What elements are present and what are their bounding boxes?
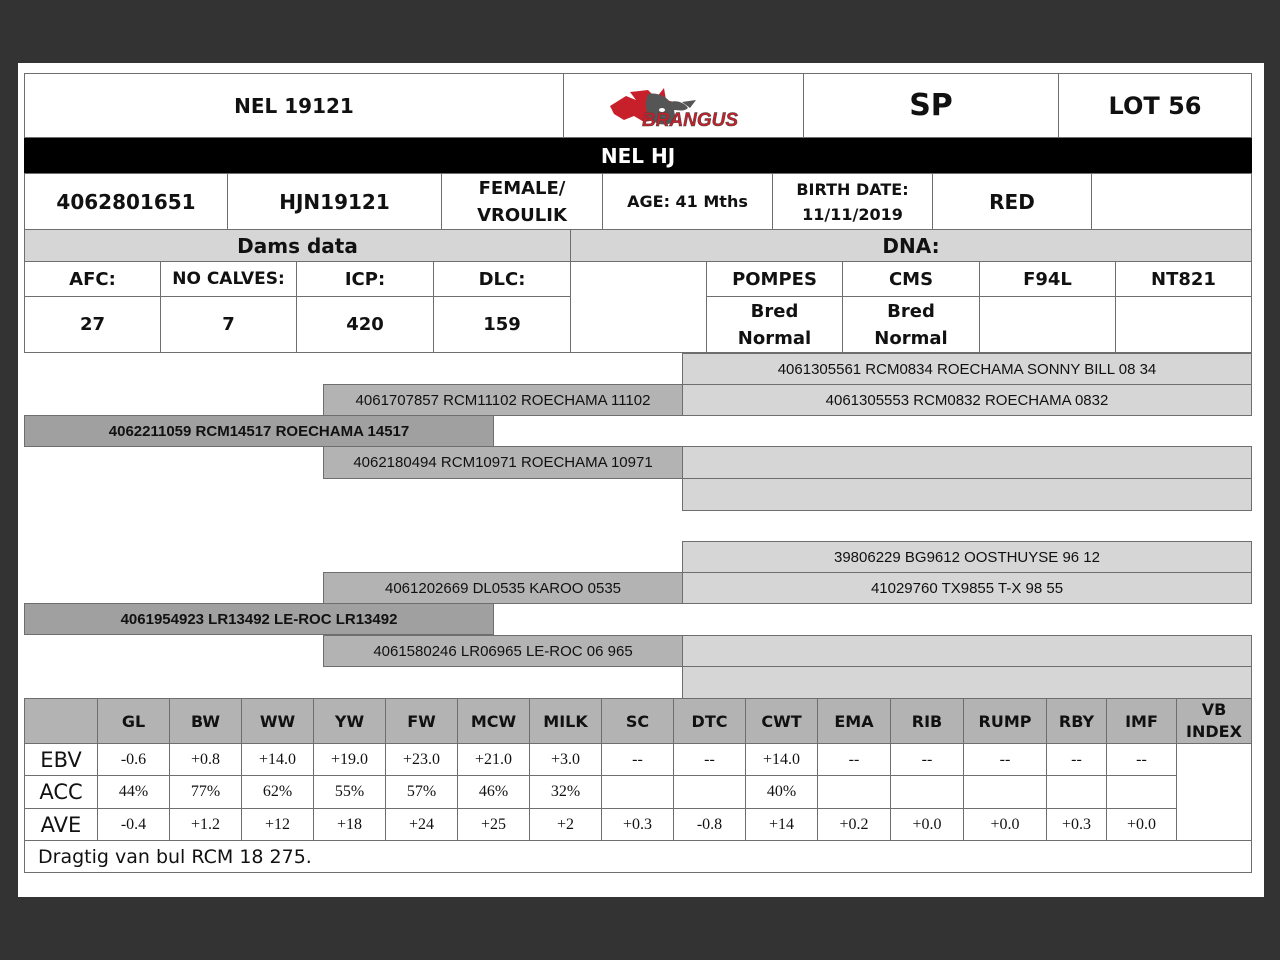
ave-cell: +1.2 (169, 808, 242, 841)
vb-index-value (1176, 743, 1252, 841)
info-extra (1091, 173, 1252, 230)
sex-line-1: FEMALE/ (478, 177, 566, 199)
ebv-col-mcw: MCW (457, 698, 530, 744)
dna-label-pompes: POMPES (706, 261, 843, 297)
ebv-col-bw: BW (169, 698, 242, 744)
dna-value-pompes-l1: Bred (750, 300, 799, 322)
pedigree-sire-dam: 4062180494 RCM10971 ROECHAMA 10971 (323, 446, 683, 479)
ebv-cell: -- (1046, 743, 1107, 776)
acc-cell (963, 775, 1047, 809)
breeding-note: Dragtig van bul RCM 18 275. (24, 840, 1252, 873)
ave-cell: -0.4 (97, 808, 170, 841)
status-code: SP (803, 73, 1059, 138)
pedigree-dds (682, 635, 1252, 667)
ebv-col-dtc: DTC (673, 698, 746, 744)
ebv-col-cwt: CWT (745, 698, 818, 744)
pedigree-ddd (682, 666, 1252, 699)
ebv-cell: -- (817, 743, 891, 776)
dna-value-f94l (979, 296, 1116, 353)
dams-value-no-calves: 7 (160, 296, 297, 353)
dna-value-cms (842, 296, 980, 353)
dna-value-pompes-l2: Normal (737, 327, 812, 349)
ebv-col-milk: MILK (529, 698, 602, 744)
ebv-row-label-acc: ACC (24, 775, 98, 809)
ebv-cell: -- (963, 743, 1047, 776)
dams-value-afc: 27 (24, 296, 161, 353)
ave-cell: -0.8 (673, 808, 746, 841)
ebv-cell: +23.0 (385, 743, 458, 776)
acc-cell (673, 775, 746, 809)
ebv-col-fw: FW (385, 698, 458, 744)
ave-cell: +0.3 (601, 808, 674, 841)
ebv-col-yw: YW (313, 698, 386, 744)
acc-cell (1046, 775, 1107, 809)
ebv-col-ema: EMA (817, 698, 891, 744)
pedigree-ssd: 4061305553 RCM0832 ROECHAMA 0832 (682, 384, 1252, 416)
pedigree-sds (682, 446, 1252, 479)
birth-date-label: BIRTH DATE: (796, 179, 909, 199)
dna-value-pompes (706, 296, 843, 353)
pedigree-dss: 39806229 BG9612 OOSTHUYSE 96 12 (682, 541, 1252, 573)
acc-cell: 57% (385, 775, 458, 809)
acc-cell (601, 775, 674, 809)
ebv-cell: -- (1106, 743, 1177, 776)
ave-cell: +0.3 (1046, 808, 1107, 841)
acc-cell: 55% (313, 775, 386, 809)
acc-cell: 77% (169, 775, 242, 809)
ebv-row-label-ebv: EBV (24, 743, 98, 776)
ave-cell: +24 (385, 808, 458, 841)
dna-value-nt821 (1115, 296, 1252, 353)
ave-cell: +25 (457, 808, 530, 841)
registration-number: 4062801651 (24, 173, 228, 230)
dams-label-dlc: DLC: (433, 261, 571, 297)
ebv-col-ww: WW (241, 698, 314, 744)
ave-cell: +18 (313, 808, 386, 841)
svg-text:BRANGUS: BRANGUS (641, 109, 738, 131)
dna-blank (570, 261, 707, 353)
colour: RED (932, 173, 1092, 230)
dna-label-nt821: NT821 (1115, 261, 1252, 297)
dna-heading: DNA: (570, 229, 1252, 262)
dna-label-cms: CMS (842, 261, 980, 297)
ebv-col-vb-index (1176, 698, 1252, 744)
ebv-cell: +14.0 (745, 743, 818, 776)
bull-head-icon (604, 80, 764, 132)
acc-cell: 44% (97, 775, 170, 809)
dams-label-icp: ICP: (296, 261, 434, 297)
acc-cell (817, 775, 891, 809)
lot-sheet (18, 63, 1264, 897)
sex (441, 173, 603, 230)
dna-label-f94l: F94L (979, 261, 1116, 297)
dams-value-dlc: 159 (433, 296, 571, 353)
ebv-col-rump: RUMP (963, 698, 1047, 744)
ebv-col-rby: RBY (1046, 698, 1107, 744)
dams-label-no-calves: NO CALVES: (160, 261, 297, 297)
pedigree-dam-sire: 4061202669 DL0535 KAROO 0535 (323, 572, 683, 604)
ebv-cell: +0.8 (169, 743, 242, 776)
pedigree-sire-sire: 4061707857 RCM11102 ROECHAMA 11102 (323, 384, 683, 416)
acc-cell (1106, 775, 1177, 809)
ebv-cell: -- (890, 743, 964, 776)
ebv-cell: +14.0 (241, 743, 314, 776)
pedigree-dam: 4061954923 LR13492 LE-ROC LR13492 (24, 603, 494, 635)
ave-cell: +0.0 (963, 808, 1047, 841)
dams-label-afc: AFC: (24, 261, 161, 297)
brangus-logo (563, 73, 804, 138)
dams-value-icp: 420 (296, 296, 434, 353)
age: AGE: 41 Mths (602, 173, 773, 230)
acc-cell: 40% (745, 775, 818, 809)
animal-name: NEL HJ (24, 138, 1252, 173)
pedigree-sire: 4062211059 RCM14517 ROECHAMA 14517 (24, 415, 494, 447)
birth-date (772, 173, 933, 230)
ave-cell: +14 (745, 808, 818, 841)
animal-id: NEL 19121 (24, 73, 564, 138)
pedigree-dsd: 41029760 TX9855 T-X 98 55 (682, 572, 1252, 604)
ave-cell: +2 (529, 808, 602, 841)
birth-date-value: 11/11/2019 (802, 204, 903, 224)
ebv-corner (24, 698, 98, 744)
ebv-cell: -0.6 (97, 743, 170, 776)
lot-number: LOT 56 (1058, 73, 1252, 138)
vb-index-l1: VB (1201, 700, 1227, 719)
pedigree-sdd (682, 478, 1252, 511)
ebv-col-sc: SC (601, 698, 674, 744)
acc-cell: 46% (457, 775, 530, 809)
ave-cell: +0.0 (890, 808, 964, 841)
ebv-cell: -- (601, 743, 674, 776)
acc-cell: 62% (241, 775, 314, 809)
ebv-row-label-ave: AVE (24, 808, 98, 841)
acc-cell (890, 775, 964, 809)
ave-cell: +0.0 (1106, 808, 1177, 841)
vb-index-l2: INDEX (1186, 722, 1242, 741)
ident-number: HJN19121 (227, 173, 442, 230)
sex-line-2: VROULIK (477, 204, 567, 226)
acc-cell: 32% (529, 775, 602, 809)
dna-value-cms-l1: Bred (887, 300, 935, 322)
ave-cell: +0.2 (817, 808, 891, 841)
dna-value-cms-l2: Normal (874, 327, 948, 349)
ebv-cell: +21.0 (457, 743, 530, 776)
ebv-cell: +3.0 (529, 743, 602, 776)
ebv-col-gl: GL (97, 698, 170, 744)
ebv-cell: +19.0 (313, 743, 386, 776)
ebv-cell: -- (673, 743, 746, 776)
ave-cell: +12 (241, 808, 314, 841)
pedigree-dam-dam: 4061580246 LR06965 LE-ROC 06 965 (323, 635, 683, 667)
dams-data-heading: Dams data (24, 229, 571, 262)
ebv-col-imf: IMF (1106, 698, 1177, 744)
pedigree-sss: 4061305561 RCM0834 ROECHAMA SONNY BILL 08 34 (682, 353, 1252, 385)
ebv-col-rib: RIB (890, 698, 964, 744)
